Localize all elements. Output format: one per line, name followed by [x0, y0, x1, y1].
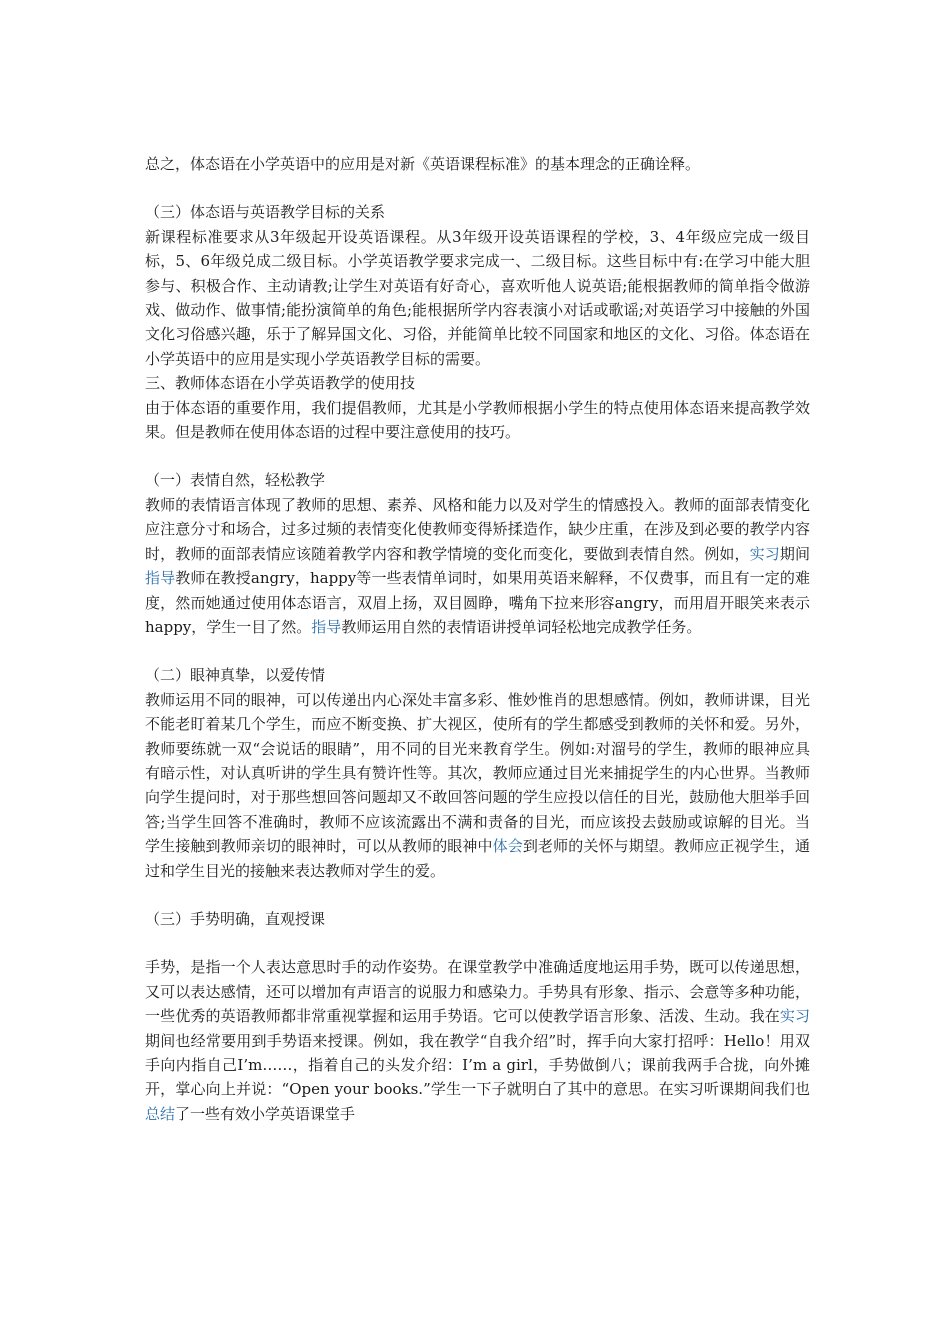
chapter-heading-3: 三、教师体态语在小学英语教学的使用技 [145, 374, 416, 393]
section-heading-1: （一）表情自然，轻松教学 [145, 471, 326, 490]
paragraph-curriculum-goals: 新课程标准要求从3年级起开设英语课程。从3年级开设英语课程的学校，3、4年级应完成一级目标，5、6年级兑成二级目标。小学英语教学要求完成一、二级目标。这些目标中有:在学习中能大胆参与、积极合作、主动请教;让学生对英语有好奇心，喜欢听他人说英语;能根据教师的简单指令做游戏、做动作、做事情;能扮演简单的角色;能根据所学内容表演小对话或歌谣;对英语学习中接触的外国文化习俗感兴趣，乐于了解异国文化、习俗，并能简单比较不同国家和地区的文化、习俗。体态语在小学英语中的应用是实现小学英语教学目标的需要。 [145, 227, 810, 368]
link-guidance-2[interactable]: 指导 [311, 617, 342, 636]
link-summary[interactable]: 总结 [145, 1104, 176, 1123]
text-run: 手势，是指一个人表达意思时手的动作姿势。在课堂教学中准确适度地运用手势，既可以传递思想，又可以表达感情，还可以增加有声语言的说服力和感染力。手势具有形象、指示、会意等多种功能，一些优秀的英语教师都非常重视掌握和运用手势语。它可以使教学语言形象、活泼、生动。我在 [145, 958, 810, 1026]
paragraph-gestures [145, 955, 810, 1126]
text-run: 教师运用自然的表情语讲授单词轻松地完成教学任务。 [341, 617, 702, 636]
text-run: 了一些有效小学英语课堂手 [175, 1104, 356, 1123]
paragraph-conclusion: 总之，体态语在小学英语中的应用是对新《英语课程标准》的基本理念的正确诠释。 [145, 155, 701, 173]
text-run: 教师的表情语言体现了教师的思想、素养、风格和能力以及对学生的情感投入。教师的面部表情变化应注意分寸和场合，过多过频的表情变化使教师变得矫揉造作，缺少庄重，在涉及到必要的教学内容时，教师的面部表情应该随着教学内容和教学情境的变化而变化，要做到表情自然。例如， [145, 495, 810, 563]
paragraph-eye-contact [145, 688, 810, 883]
document-body [145, 152, 810, 1126]
link-internship-2[interactable]: 实习 [779, 1007, 810, 1026]
section-heading-3b: （三）手势明确，直观授课 [145, 909, 326, 928]
link-internship[interactable]: 实习 [749, 544, 780, 563]
text-run: 期间 [779, 544, 810, 563]
link-guidance[interactable]: 指导 [145, 569, 176, 588]
section-heading-3: （三）体态语与英语教学目标的关系 [145, 203, 386, 222]
section-heading-2: （二）眼神真挚，以爱传情 [145, 666, 326, 685]
text-run: 期间也经常要用到手势语来授课。例如，我在教学“自我介绍”时，挥手向大家打招呼：Hello！用双手向内指自己I’m……，指着自己的头发介绍：I’m a girl，手势做倒八；课前我两手合拢，向外摊开，掌心向上并说：“Open your books.”学生一下子就明白了其中的意思。在实习听课期间我们也 [145, 1031, 810, 1099]
paragraph-facial-expression [145, 493, 810, 639]
text-run: 教师运用不同的眼神，可以传递出内心深处丰富多彩、惟妙惟肖的思想感情。例如，教师讲课，目光不能老盯着某几个学生，而应不断变换、扩大视区，使所有的学生都感受到教师的关怀和爱。另外，教师要练就一双“会说话的眼睛”，用不同的目光来教育学生。例如:对溜号的学生，教师的眼神应具有暗示性，对认真听讲的学生具有赞许性等。其次，教师应通过目光来捕捉学生的内心世界。当教师向学生提问时，对于那些想回答问题却又不敢回答问题的学生应投以信任的目光，鼓励他大胆举手回答;当学生回答不准确时，教师不应该流露出不满和责备的目光，而应该投去鼓励或谅解的目光。当学生接触到教师亲切的眼神时，可以从教师的眼神中 [145, 690, 810, 856]
link-experience[interactable]: 体会 [492, 837, 523, 856]
paragraph-skills-intro: 由于体态语的重要作用，我们提倡教师，尤其是小学教师根据小学生的特点使用体态语来提高教学效果。但是教师在使用体态语的过程中要注意使用的技巧。 [145, 398, 810, 442]
text-run: 到老师的关怀与期望。教师应正视学生，通过和学生目光的接触来表达教师对学生的爱。 [145, 837, 810, 880]
text-run: 教师在教授angry，happy等一些表情单词时，如果用英语来解释，不仅费事，而且有一定的难度，然而她通过使用体态语言，双眉上扬，双目圆睁，嘴角下拉来形容angry，而用眉开眼笑来表示happy，学生一目了然。 [145, 569, 810, 636]
